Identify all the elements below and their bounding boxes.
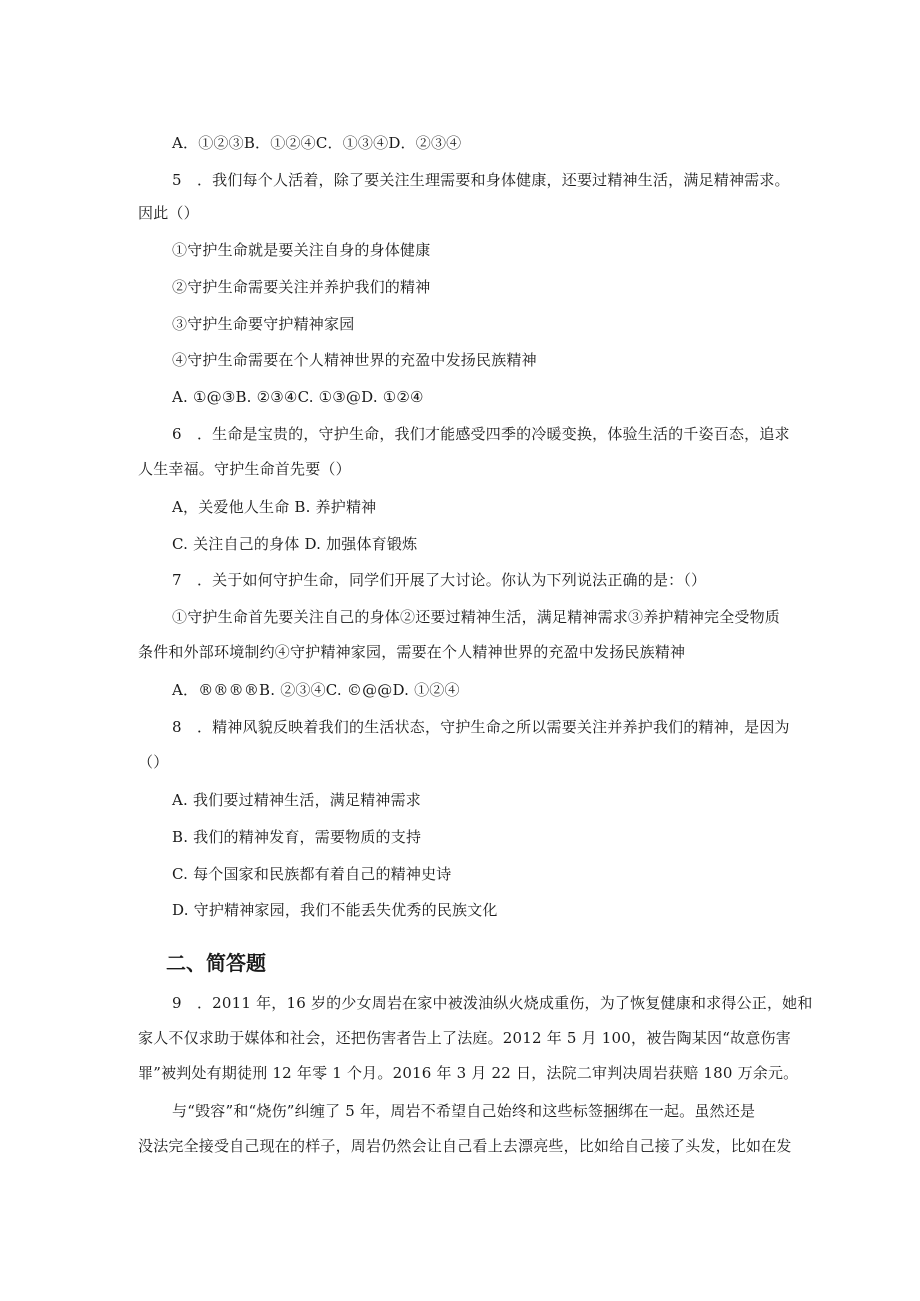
q7-statements-line1: ①守护生命首先要关注自己的身体②还要过精神生活，满足精神需求③养护精神完全受物质 [172, 608, 781, 626]
q5-statement-4: ④守护生命需要在个人精神世界的充盈中发扬民族精神 [172, 351, 537, 369]
q8-stem-line1: 8 ．精神风貌反映着我们的生活状态，守护生命之所以需要关注并养护我们的精神，是因为 [172, 718, 790, 736]
q7-stem: 7 ．关于如何守护生命，同学们开展了大讨论。你认为下列说法正确的是：（） [172, 571, 707, 589]
q9-para1-line1: 9 ．2011 年，16 岁的少女周岩在家中被泼油纵火烧成重伤，为了恢复健康和求得公正，她和 [172, 994, 813, 1012]
q5-stem-line2: 因此（） [138, 204, 199, 222]
q5-stem-line1: 5 ．我们每个人活着，除了要关注生理需要和身体健康，还要过精神生活，满足精神需求。 [172, 171, 790, 189]
q9-para1-line2: 家人不仅求助于媒体和社会，还把伤害者告上了法庭。2012 年 5 月 100，被告陶某因“故意伤害 [138, 1029, 791, 1047]
q8-option-d: D. 守护精神家园，我们不能丢失优秀的民族文化 [172, 901, 498, 919]
q8-option-c: C. 每个国家和民族都有着自己的精神史诗 [172, 865, 452, 883]
q7-options: A．®®®®B. ②③④C. ©@@D. ①②④ [172, 681, 460, 699]
section-heading: 二、简答题 [166, 951, 266, 975]
q6-stem-line2: 人生幸福。守护生命首先要（） [138, 460, 351, 478]
q8-stem-line2: （） [138, 753, 169, 771]
q8-option-b: B. 我们的精神发育，需要物质的支持 [172, 828, 422, 846]
q6-options-ab: A，关爱他人生命 B. 养护精神 [172, 498, 377, 516]
q5-statement-1: ①守护生命就是要关注自身的身体健康 [172, 241, 431, 259]
q6-stem-line1: 6 ．生命是宝贵的，守护生命，我们才能感受四季的冷暖变换，体验生活的千姿百态，追求 [172, 425, 790, 443]
q5-options: A. ①@③B. ②③④C. ①③@D. ①②④ [172, 388, 424, 406]
q5-statement-2: ②守护生命需要关注并养护我们的精神 [172, 278, 431, 296]
q6-options-cd: C. 关注自己的身体 D. 加强体育锻炼 [172, 535, 418, 553]
q9-para1-line3: 罪”被判处有期徒刑 12 年零 1 个月。2016 年 3 月 22 日，法院二审判决周岩获赔 180 万余元。 [138, 1064, 799, 1082]
q8-option-a: A. 我们要过精神生活，满足精神需求 [172, 791, 421, 809]
q5-statement-3: ③守护生命要守护精神家园 [172, 315, 355, 333]
q4-options: A．①②③B．①②④C．①③④D．②③④ [172, 134, 462, 152]
q9-para2-line2: 没法完全接受自己现在的样子，周岩仍然会让自己看上去漂亮些，比如给自己接了头发，比如在发 [138, 1137, 792, 1155]
q7-statements-line2: 条件和外部环境制约④守护精神家园，需要在个人精神世界的充盈中发扬民族精神 [138, 643, 686, 661]
q9-para2-line1: 与“毁容”和“烧伤”纠缠了 5 年，周岩不希望自己始终和这些标签捆绑在一起。虽然还是 [172, 1102, 756, 1120]
